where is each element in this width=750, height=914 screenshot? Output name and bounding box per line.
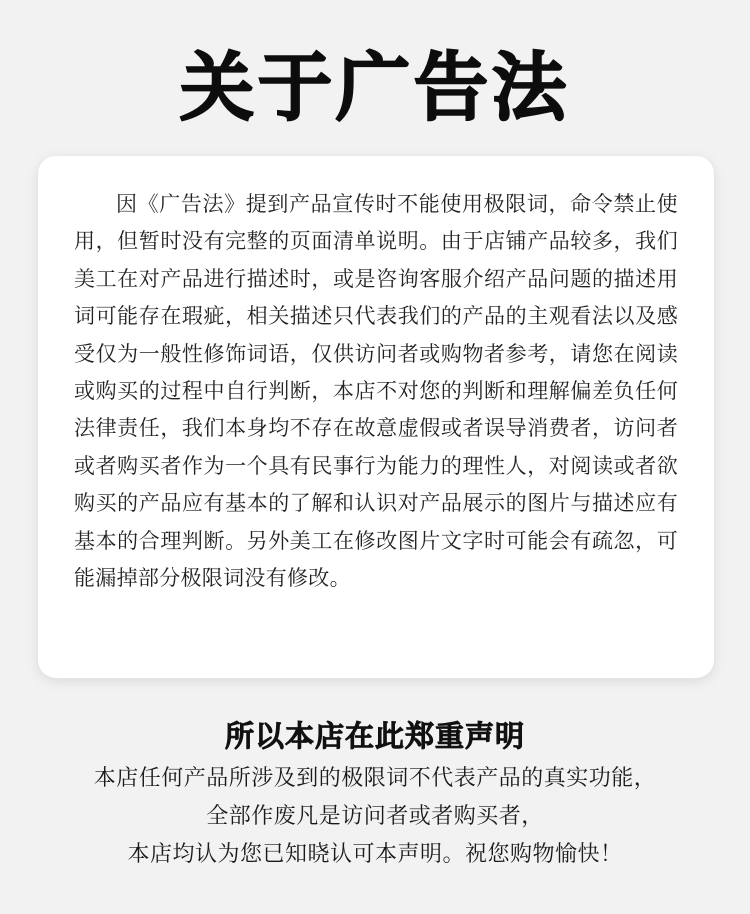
page-title: 关于广告法 bbox=[180, 45, 570, 131]
declaration-line: 本店均认为您已知晓认可本声明。祝您购物愉快！ bbox=[127, 842, 623, 867]
notice-body: 因《广告法》提到产品宣传时不能使用极限词，命令禁止使用，但暂时没有完整的页面清单说明。由于店铺产品较多，我们美工在对产品进行描述时，或是咨询客服介绍产品问题的描述用词可能存在瑕疵，相关描述只代表我们的产品的主观看法以及感受仅为一般性修饰词语，仅供访问者或购物者参考，请您在阅读或购买的过程中自行判断，本店不对您的判断和理解偏差负任何法律责任，我们本身均不存在故意虚假或者误导消费者，访问者或者购买者作为一个具有民事行为能力的理性人，对阅读或者欲购买的产品应有基本的了解和认识对产品展示的图片与描述应有基本的合理判断。另外美工在修改图片文字时可能会有疏忽，可能漏掉部分极限词没有修改。 bbox=[74, 192, 678, 591]
declaration-line: 本店任何产品所涉及到的极限词不代表产品的真实功能， bbox=[93, 766, 657, 791]
declaration-heading: 所以本店在此郑重声明 bbox=[224, 719, 525, 753]
notice-card bbox=[38, 156, 714, 678]
declaration-body bbox=[0, 760, 750, 874]
declaration-line: 全部作废凡是访问者或者购买者， bbox=[206, 804, 544, 829]
